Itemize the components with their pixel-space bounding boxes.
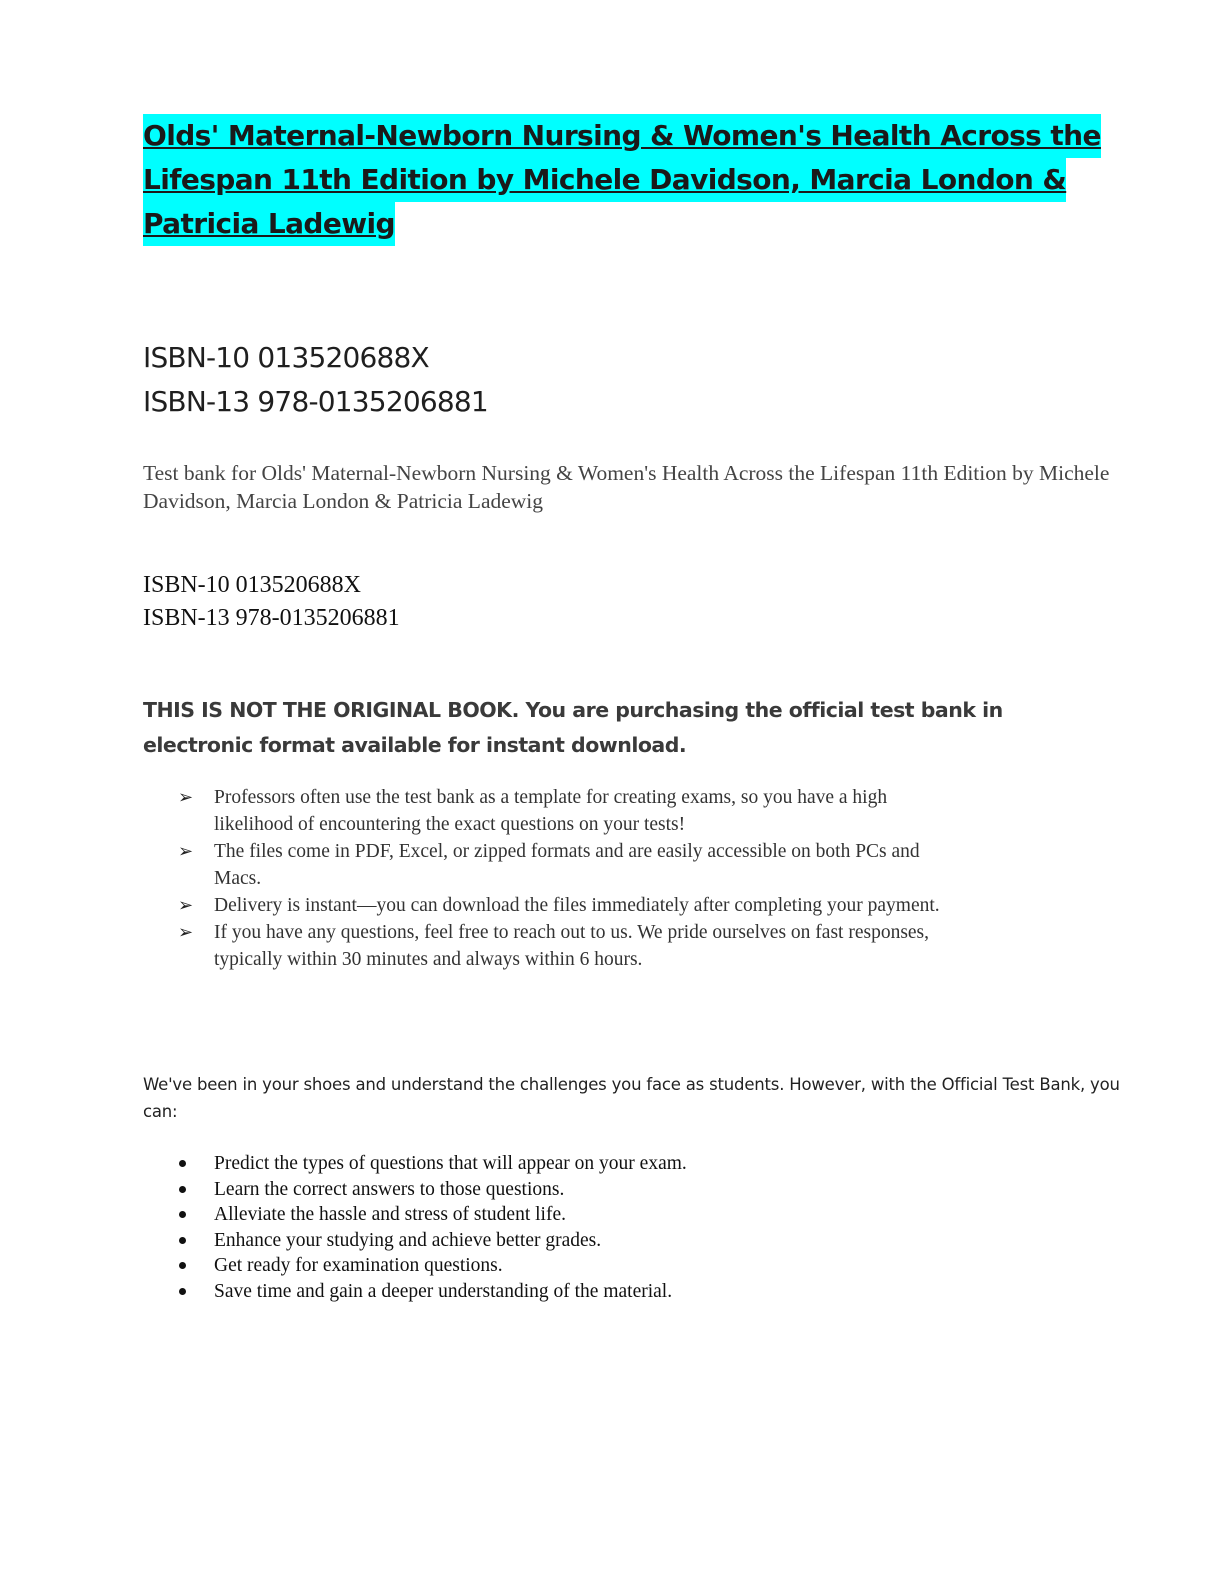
isbn-block-serif xyxy=(143,569,400,635)
list-item-text: Predict the types of questions that will appear on your exam. xyxy=(214,1153,687,1174)
list-item-text: If you have any questions, feel free to reach out to us. We pride ourselves on fast responses, typically within 30 minutes and always within 6 hours. xyxy=(214,922,930,970)
bullet-icon xyxy=(179,1288,186,1295)
list-item xyxy=(178,838,968,892)
list-item xyxy=(178,784,968,838)
bullet-icon xyxy=(179,1160,186,1167)
isbn-block-large xyxy=(143,336,488,424)
test-bank-description: Test bank for Olds' Maternal-Newborn Nursing & Women's Health Across the Lifespan 11th Edition by Michele Davidson, Marcia London & Patricia Ladewig xyxy=(143,461,1110,513)
arrow-bullet-icon: ➢ xyxy=(178,895,194,916)
title-line-1[interactable]: Olds' Maternal-Newborn Nursing & Women's Health Across the xyxy=(143,114,1101,158)
list-item-text: Save time and gain a deeper understanding of the material. xyxy=(214,1280,673,1302)
arrow-bullet-icon: ➢ xyxy=(178,841,194,862)
list-item xyxy=(178,1202,878,1228)
benefits-list xyxy=(178,1151,878,1304)
arrow-bullet-icon: ➢ xyxy=(178,787,194,808)
title-line-3[interactable]: Patricia Ladewig xyxy=(143,202,395,246)
isbn13-label-serif: ISBN-13 978-0135206881 xyxy=(143,605,400,631)
list-item xyxy=(178,1253,878,1279)
list-item-text: Professors often use the test bank as a template for creating exams, so you have a high likelihood of encountering the exact questions on your tests! xyxy=(214,787,888,835)
bullet-icon xyxy=(179,1237,186,1244)
list-item xyxy=(178,919,968,973)
bullet-icon xyxy=(179,1262,186,1269)
list-item xyxy=(178,1177,878,1203)
list-item-text: Get ready for examination questions. xyxy=(214,1255,503,1276)
notice-line-1: THIS IS NOT THE ORIGINAL BOOK. You are purchasing the official test bank in xyxy=(143,698,1003,722)
isbn13-label: ISBN-13 978-0135206881 xyxy=(143,385,488,418)
title-line-2[interactable]: Lifespan 11th Edition by Michele Davidson, Marcia London & xyxy=(143,158,1066,202)
list-item xyxy=(178,1151,878,1177)
list-item-text: The files come in PDF, Excel, or zipped formats and are easily accessible on both PCs and Macs. xyxy=(214,841,920,889)
feature-list xyxy=(178,784,968,973)
isbn10-label-serif: ISBN-10 013520688X xyxy=(143,572,362,598)
list-item-text: Delivery is instant—you can download the files immediately after completing your payment. xyxy=(214,895,940,916)
not-original-notice xyxy=(143,693,1043,763)
list-item-text: Enhance your studying and achieve better grades. xyxy=(214,1229,602,1251)
list-item-text: Alleviate the hassle and stress of student life. xyxy=(214,1204,566,1225)
list-item-text: Learn the correct answers to those questions. xyxy=(214,1178,565,1200)
isbn10-label: ISBN-10 013520688X xyxy=(143,341,429,374)
intro-paragraph: We've been in your shoes and understand the challenges you face as students. However, with the Official Test Bank, you can: xyxy=(143,1075,1120,1121)
list-item xyxy=(178,1228,878,1254)
list-item xyxy=(178,892,968,919)
document-title[interactable] xyxy=(143,114,1103,246)
list-item xyxy=(178,1279,878,1305)
bullet-icon xyxy=(179,1211,186,1218)
notice-line-2: electronic format available for instant download. xyxy=(143,733,687,757)
arrow-bullet-icon: ➢ xyxy=(178,922,194,943)
bullet-icon xyxy=(179,1186,186,1193)
